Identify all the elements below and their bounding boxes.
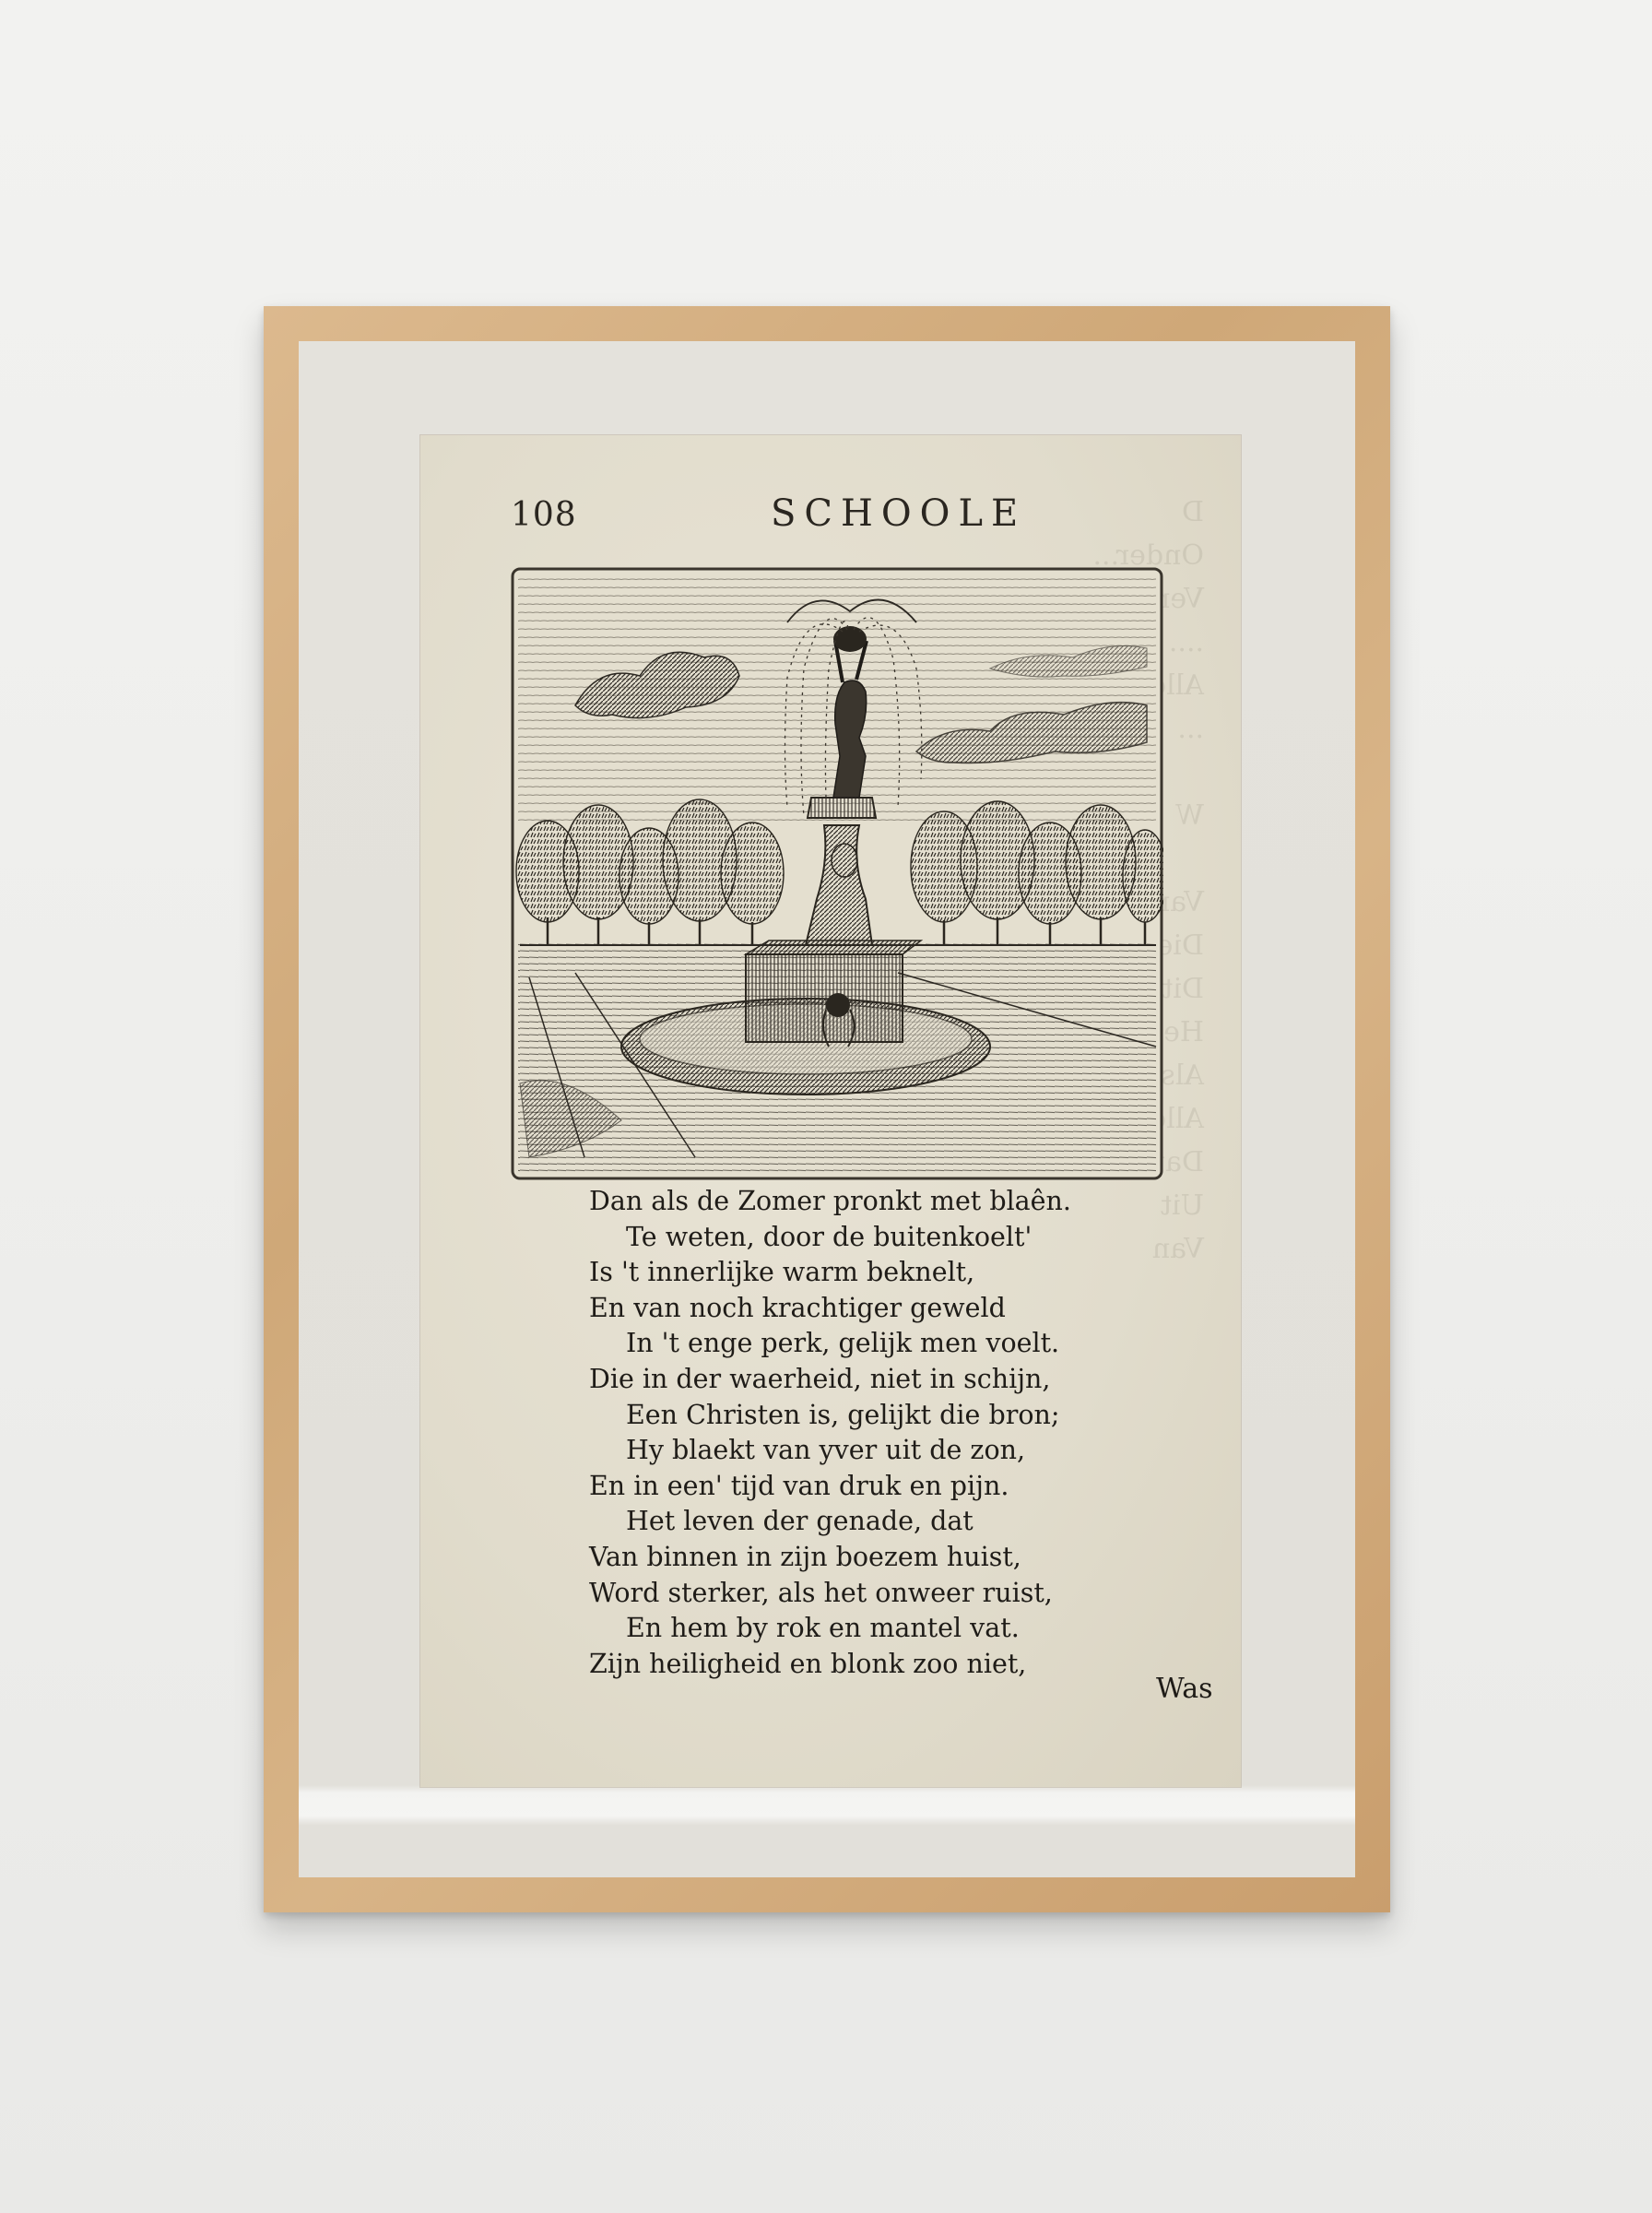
poem-line: Zijn heiligheid en blonk zoo niet, <box>589 1648 1027 1679</box>
catchword: Was <box>1156 1673 1213 1705</box>
poem-text <box>589 1184 1161 1682</box>
book-page <box>420 435 1241 1787</box>
page-number: 108 <box>511 496 577 534</box>
poem-line: Van binnen in zijn boezem huist, <box>589 1541 1021 1572</box>
fountain-engraving <box>511 567 1163 1180</box>
poem-line: In 't enge perk, gelijk men voelt. <box>626 1328 1060 1359</box>
poem-line: Een Christen is, gelijkt die bron; <box>626 1399 1060 1430</box>
picture-frame <box>264 306 1390 1912</box>
poem-line: Word sterker, als het onweer ruist, <box>589 1577 1053 1608</box>
frame-glass <box>299 341 1355 1877</box>
show-through-text: D Onder... .... ... W Van Die Dit Het Als Alle Dat Uit Van <box>1092 496 1204 1265</box>
poem-line: Hy blaekt van yver uit de zon, <box>626 1435 1026 1466</box>
poem-line: En in een' tijd van druk en pijn. <box>589 1470 1009 1501</box>
poem-line: Is 't innerlijke warm beknelt, <box>589 1257 975 1288</box>
poem-line: En hem by rok en mantel vat. <box>626 1613 1020 1644</box>
poem-line: Te weten, door de buitenkoelt' <box>626 1221 1032 1252</box>
poem-line: Die in der waerheid, niet in schijn, <box>589 1363 1051 1394</box>
poem-line: Het leven der genade, dat <box>626 1506 974 1537</box>
poem-line: Dan als de Zomer pronkt met blaên. <box>589 1186 1071 1216</box>
mat-board <box>299 341 1355 1877</box>
running-head: SCHOOLE <box>771 492 1027 535</box>
poem-line: En van noch krachtiger geweld <box>589 1292 1006 1323</box>
